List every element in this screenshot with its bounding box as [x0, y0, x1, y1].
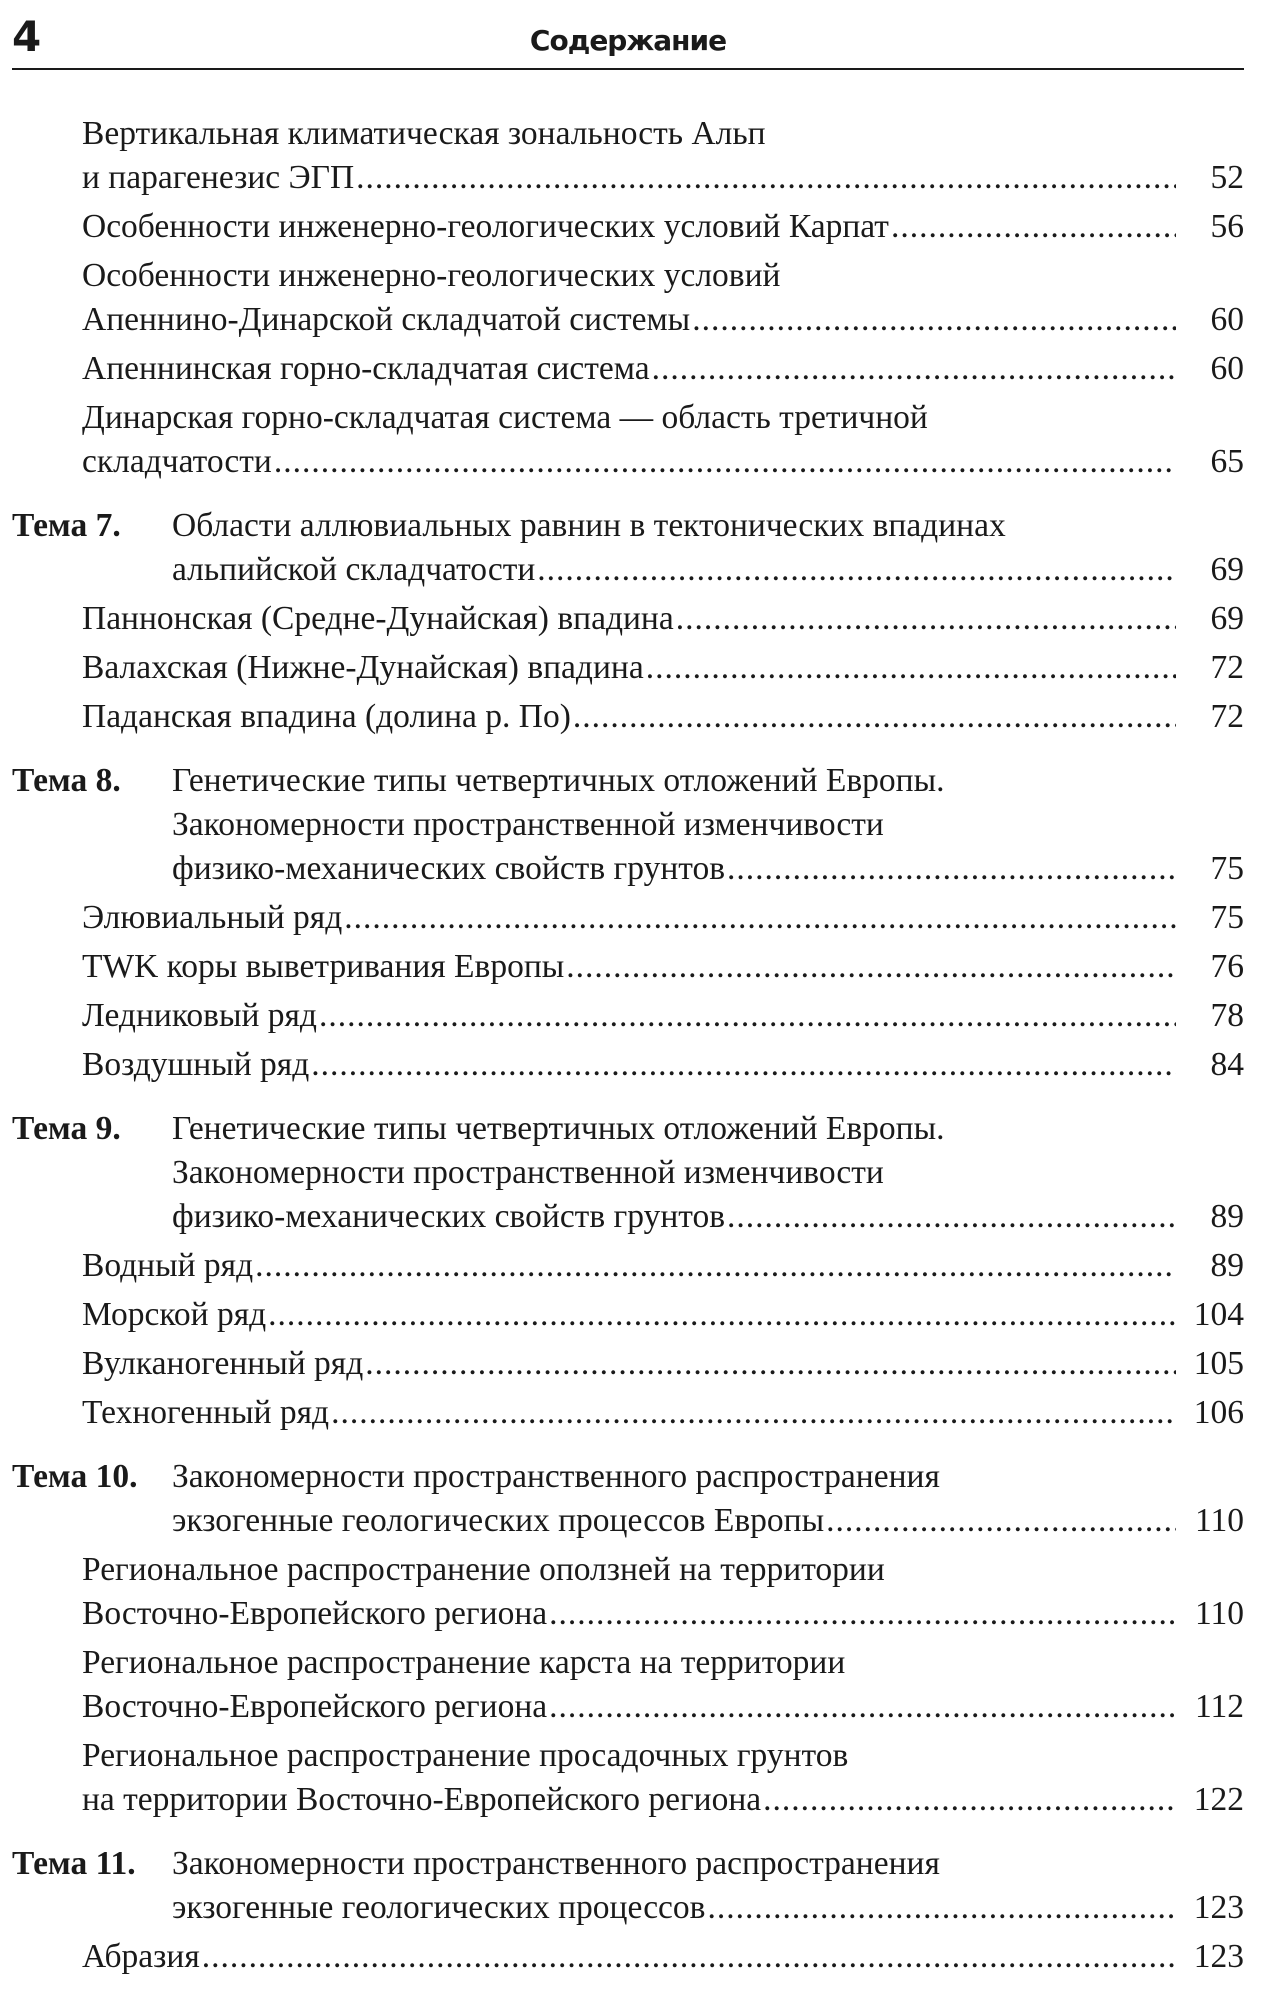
- dot-leader: [319, 994, 1176, 1038]
- toc-entry: [12, 646, 1244, 690]
- topic-label: Тема 11.: [12, 1845, 136, 1882]
- toc-line: [12, 1151, 1244, 1195]
- toc-title-text: Закономерности пространственной изменчивости: [172, 806, 884, 843]
- toc-page-number: 84: [1210, 1046, 1244, 1083]
- toc-page-number: 75: [1210, 850, 1244, 887]
- toc-line: [12, 396, 1244, 440]
- toc-title-text: Особенности инженерно-геологических условий Карпат: [82, 208, 889, 245]
- toc-title-text: Водный ряд: [82, 1247, 254, 1284]
- toc-line: [12, 1734, 1244, 1778]
- toc-line: [12, 1592, 1244, 1636]
- toc-entry: [12, 695, 1244, 739]
- toc-page-number: 65: [1210, 443, 1244, 480]
- toc-entry: [12, 1935, 1244, 1979]
- toc-line: [12, 1195, 1244, 1239]
- toc-title-text: физико-механических свойств грунтов: [172, 1198, 726, 1235]
- toc-title-text: Техногенный ряд: [82, 1394, 330, 1431]
- toc-title-text: Абразия: [82, 1938, 200, 1975]
- toc-title-text: Закономерности пространственной изменчивости: [172, 1154, 884, 1191]
- toc-page-number: 69: [1210, 551, 1244, 588]
- toc-page-number: 122: [1193, 1781, 1244, 1818]
- toc-line: [12, 1391, 1244, 1435]
- toc-line: [12, 1548, 1244, 1592]
- toc-entry: [12, 945, 1244, 989]
- toc-title-text: Динарская горно-складчатая система — область третичной: [82, 399, 928, 436]
- topic-label: Тема 10.: [12, 1458, 138, 1495]
- toc-line: [12, 347, 1244, 391]
- toc-page-number: 105: [1193, 1345, 1244, 1382]
- toc-entry: [12, 994, 1244, 1038]
- toc-title-text: Региональное распространение оползней на территории: [82, 1551, 885, 1588]
- dot-leader: [311, 1043, 1176, 1087]
- toc-page-number: 110: [1194, 1595, 1244, 1632]
- toc-title-text: Вертикальная климатическая зональность Альп: [82, 115, 766, 152]
- dot-leader: [549, 1592, 1176, 1636]
- toc-topic: [12, 1455, 1244, 1543]
- toc-topic: [12, 1842, 1244, 1930]
- toc-line: [12, 847, 1244, 891]
- toc-line: [12, 1455, 1244, 1499]
- toc-entry: [12, 347, 1244, 391]
- toc-page-number: 123: [1193, 1889, 1244, 1926]
- dot-leader: [727, 847, 1176, 891]
- topic-label: Тема 8.: [12, 762, 121, 799]
- dot-leader: [708, 1886, 1177, 1930]
- toc-entry: [12, 1641, 1244, 1729]
- dot-leader: [826, 1499, 1176, 1543]
- toc-page-number: 89: [1210, 1247, 1244, 1284]
- dot-leader: [573, 695, 1176, 739]
- toc-line: [12, 1244, 1244, 1288]
- page-number: 4: [12, 12, 41, 61]
- toc-line: [12, 205, 1244, 249]
- dot-leader: [676, 597, 1176, 641]
- dot-leader: [356, 156, 1176, 200]
- toc-title-text: физико-механических свойств грунтов: [172, 850, 726, 887]
- dot-leader: [891, 205, 1176, 249]
- toc-title-text: Апеннинская горно-складчатая система: [82, 350, 650, 387]
- toc-line: [12, 1107, 1244, 1151]
- toc-entry: [12, 396, 1244, 484]
- page-header: [12, 10, 1244, 70]
- toc-title-text: экзогенные геологических процессов: [172, 1889, 706, 1926]
- toc-entry: [12, 205, 1244, 249]
- toc-entry: [12, 1043, 1244, 1087]
- toc-line: [12, 548, 1244, 592]
- dot-leader: [202, 1935, 1176, 1979]
- toc-page-number: 72: [1210, 698, 1244, 735]
- toc-title-text: Восточно-Европейского региона: [82, 1595, 548, 1632]
- toc-page-number: 60: [1210, 350, 1244, 387]
- toc-title-text: альпийской складчатости: [172, 551, 536, 588]
- toc-page-number: 56: [1210, 208, 1244, 245]
- toc-line: [12, 1043, 1244, 1087]
- dot-leader: [274, 440, 1176, 484]
- dot-leader: [727, 1195, 1176, 1239]
- toc-page-number: 110: [1194, 1502, 1244, 1539]
- dot-leader: [537, 548, 1176, 592]
- dot-leader: [646, 646, 1176, 690]
- toc-title-text: Региональное распространение карста на территории: [82, 1644, 846, 1681]
- toc-line: [12, 803, 1244, 847]
- toc-line: [12, 597, 1244, 641]
- toc-page-number: 89: [1210, 1198, 1244, 1235]
- dot-leader: [344, 896, 1176, 940]
- toc-title-text: экзогенные геологических процессов Европы: [172, 1502, 825, 1539]
- toc-title-text: Закономерности пространственного распространения: [172, 1845, 940, 1882]
- dot-leader: [652, 347, 1176, 391]
- toc-topic: [12, 504, 1244, 592]
- running-head-title: Содержание: [529, 24, 727, 57]
- toc-line: [12, 254, 1244, 298]
- toc-entry: [12, 896, 1244, 940]
- toc-topic: [12, 1107, 1244, 1239]
- toc-title-text: Ледниковый ряд: [82, 997, 317, 1034]
- dot-leader: [692, 298, 1176, 342]
- dot-leader: [365, 1342, 1176, 1386]
- toc-line: [12, 759, 1244, 803]
- toc-entry: [12, 1244, 1244, 1288]
- toc-line: [12, 1842, 1244, 1886]
- toc-page-number: 75: [1210, 899, 1244, 936]
- toc-line: [12, 1778, 1244, 1822]
- dot-leader: [763, 1778, 1176, 1822]
- toc-line: [12, 896, 1244, 940]
- toc-title-text: Особенности инженерно-геологических условий: [82, 257, 781, 294]
- toc-entry: [12, 1548, 1244, 1636]
- topic-label: Тема 9.: [12, 1110, 121, 1147]
- toc-title-text: Генетические типы четвертичных отложений Европы.: [172, 762, 945, 799]
- toc-line: [12, 646, 1244, 690]
- toc-page-number: 76: [1210, 948, 1244, 985]
- toc-title-text: Элювиальный ряд: [82, 899, 343, 936]
- dot-leader: [331, 1391, 1176, 1435]
- toc-line: [12, 156, 1244, 200]
- toc-line: [12, 1342, 1244, 1386]
- toc-page-number: 60: [1210, 301, 1244, 338]
- toc-entry: [12, 254, 1244, 342]
- toc-title-text: Паннонская (Средне-Дунайская) впадина: [82, 600, 674, 637]
- toc-page-number: 104: [1193, 1296, 1244, 1333]
- toc-page-number: 69: [1210, 600, 1244, 637]
- toc-title-text: Области аллювиальных равнин в тектонических впадинах: [172, 507, 1006, 544]
- dot-leader: [566, 945, 1176, 989]
- toc-line: [12, 1641, 1244, 1685]
- toc-title-text: TWK коры выветривания Европы: [82, 948, 565, 985]
- toc-title-text: и парагенезис ЭГП: [82, 159, 355, 196]
- toc-title-text: Апеннино-Динарской складчатой системы: [82, 301, 691, 338]
- toc-title-text: Морской ряд: [82, 1296, 267, 1333]
- toc-title-text: Вулканогенный ряд: [82, 1345, 364, 1382]
- toc-line: [12, 504, 1244, 548]
- toc-topic: [12, 759, 1244, 891]
- toc-line: [12, 440, 1244, 484]
- toc-line: [12, 1886, 1244, 1930]
- toc-entry: [12, 112, 1244, 200]
- toc-title-text: Генетические типы четвертичных отложений Европы.: [172, 1110, 945, 1147]
- toc-line: [12, 695, 1244, 739]
- toc-title-text: Паданская впадина (долина р. По): [82, 698, 571, 735]
- toc-title-text: на территории Восточно-Европейского региона: [82, 1781, 762, 1818]
- toc-line: [12, 1935, 1244, 1979]
- toc-line: [12, 945, 1244, 989]
- toc-page-number: 72: [1210, 649, 1244, 686]
- toc-line: [12, 994, 1244, 1038]
- toc-page-number: 123: [1193, 1938, 1244, 1975]
- toc-entry: [12, 1342, 1244, 1386]
- toc-page-number: 52: [1210, 159, 1244, 196]
- toc-line: [12, 112, 1244, 156]
- toc-title-text: Региональное распространение просадочных грунтов: [82, 1737, 849, 1774]
- toc-page-number: 106: [1193, 1394, 1244, 1431]
- dot-leader: [268, 1293, 1176, 1337]
- topic-label: Тема 7.: [12, 507, 121, 544]
- dot-leader: [549, 1685, 1176, 1729]
- toc-title-text: Закономерности пространственного распространения: [172, 1458, 940, 1495]
- toc-line: [12, 1499, 1244, 1543]
- toc-page-number: 112: [1194, 1688, 1244, 1725]
- toc-title-text: Восточно-Европейского региона: [82, 1688, 548, 1725]
- toc-entry: [12, 597, 1244, 641]
- toc-title-text: Воздушный ряд: [82, 1046, 310, 1083]
- toc-line: [12, 1685, 1244, 1729]
- toc-line: [12, 298, 1244, 342]
- toc-page-number: 78: [1210, 997, 1244, 1034]
- dot-leader: [255, 1244, 1176, 1288]
- toc-line: [12, 1293, 1244, 1337]
- toc-entry: [12, 1734, 1244, 1822]
- toc-title-text: Валахская (Нижне-Дунайская) впадина: [82, 649, 644, 686]
- table-of-contents: [12, 112, 1244, 1984]
- toc-entry: [12, 1293, 1244, 1337]
- toc-title-text: складчатости: [82, 443, 272, 480]
- toc-entry: [12, 1391, 1244, 1435]
